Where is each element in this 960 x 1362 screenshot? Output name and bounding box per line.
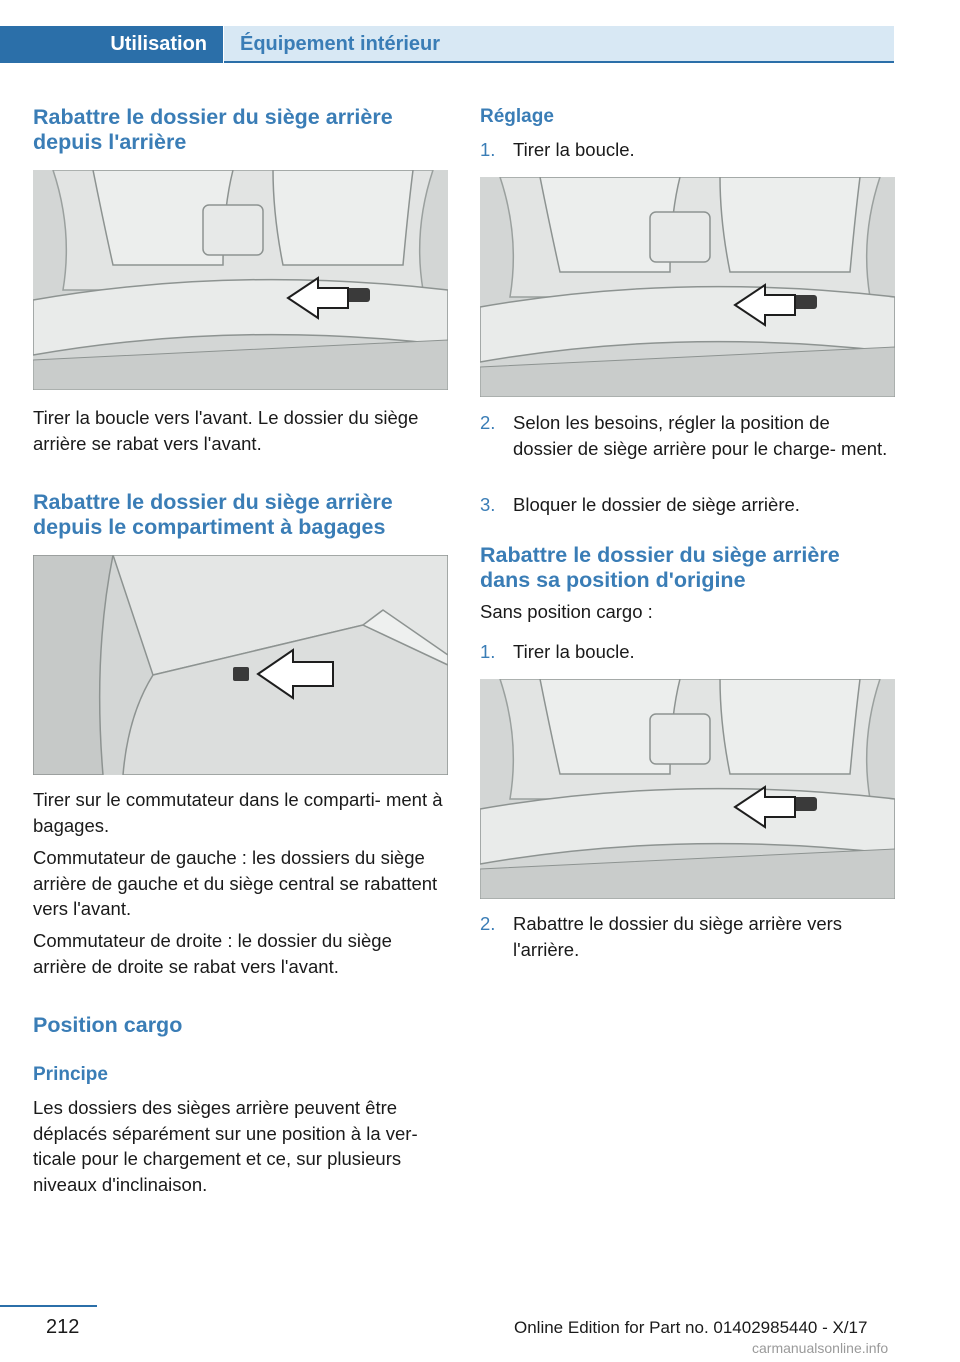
list-item: [480, 911, 895, 963]
text-left-switch: Commutateur de gauche : les dossiers du siège arrière de gauche et du siège central se rabattent vers l'avant.: [33, 847, 438, 919]
watermark: carmanualsonline.info: [752, 1340, 889, 1356]
list-item: [480, 639, 895, 665]
section-title-original-position: Rabattre le dossier du siège arrière dans sa position d'origine: [480, 543, 840, 592]
list-item: [480, 137, 895, 163]
step-number: 1.: [480, 139, 496, 160]
text-cargo-principle: Les dossiers des sièges arrière peuvent être déplacés séparément sur une position à la ver‐ ticale pour le chargement et ce, sur plusieurs niveaux d'inclinaison.: [33, 1097, 418, 1195]
step-text: Tirer la boucle.: [513, 139, 635, 160]
step-text: Tirer la boucle.: [513, 641, 635, 662]
step-number: 1.: [480, 641, 496, 662]
subtitle-reglage: Réglage: [480, 106, 554, 127]
step-number: 2.: [480, 412, 496, 433]
step-number: 2.: [480, 913, 496, 934]
header-tab-label: Utilisation: [110, 33, 207, 55]
section-title-trunk: Rabattre le dossier du siège arrière depuis le compartiment à bagages: [33, 490, 393, 539]
step-number: 3.: [480, 494, 496, 515]
header-tab-section[interactable]: [224, 26, 894, 63]
figure-seat-buckle-3: [480, 679, 895, 899]
step-text: Rabattre le dossier du siège arrière vers l'arrière.: [513, 913, 843, 960]
subtitle-principe: Principe: [33, 1064, 108, 1085]
text-trunk-switch: Tirer sur le commutateur dans le comparti‐ ment à bagages.: [33, 789, 443, 836]
header-divider: [224, 61, 894, 63]
figure-trunk-switch: [33, 555, 448, 775]
step-text: Bloquer le dossier de siège arrière.: [513, 494, 800, 515]
seat-illustration-1: [33, 170, 448, 390]
edition-label: Online Edition for Part no. 01402985440 - X/17: [514, 1318, 868, 1337]
figure-seat-rear-buckle: [33, 170, 448, 390]
list-item: [480, 492, 895, 518]
section-title-cargo: Position cargo: [33, 1013, 183, 1037]
text-no-cargo: Sans position cargo :: [480, 601, 653, 622]
step-text: Selon les besoins, régler la position de dossier de siège arrière pour le charge‐ ment.: [513, 412, 888, 459]
list-item: [480, 410, 895, 488]
seat-illustration-2: [480, 177, 895, 397]
section-title-rear: Rabattre le dossier du siège arrière depuis l'arrière: [33, 105, 393, 154]
text-rear-fold: Tirer la boucle vers l'avant. Le dossier du siège arrière se rabat vers l'avant.: [33, 407, 419, 454]
header-tab-utilisation[interactable]: [0, 26, 223, 63]
trunk-illustration: [33, 555, 448, 775]
footer-divider: [0, 1305, 97, 1307]
header-section-label: Équipement intérieur: [240, 33, 441, 55]
page-number: 212: [46, 1316, 80, 1338]
figure-seat-buckle-2: [480, 177, 895, 397]
seat-illustration-3: [480, 679, 895, 899]
text-right-switch: Commutateur de droite : le dossier du siège arrière de droite se rabat vers l'avant.: [33, 930, 392, 977]
